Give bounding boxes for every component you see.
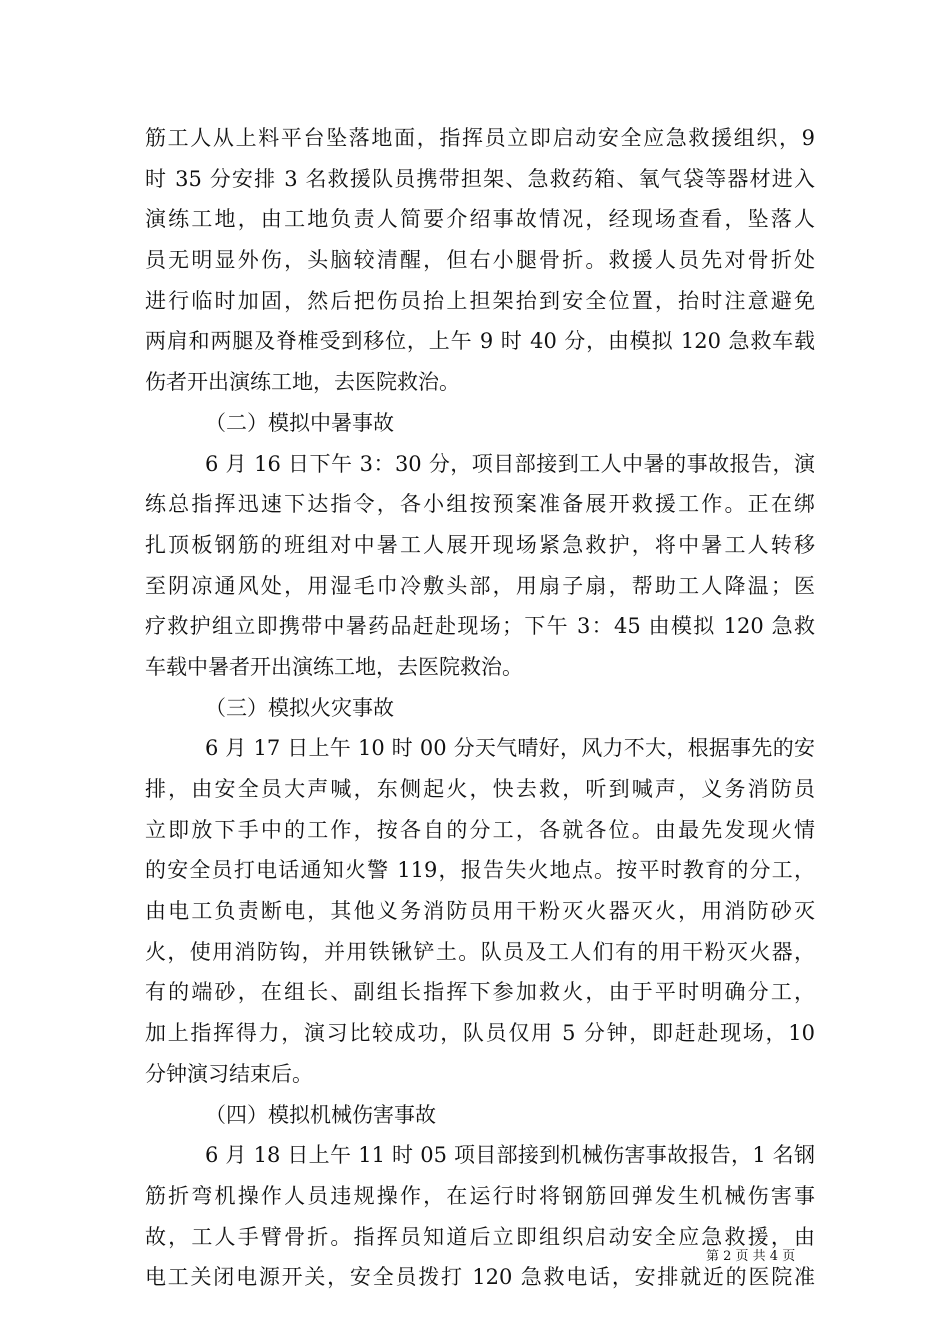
paragraph-line: 至阴凉通风处，用湿毛巾冷敷头部，用扇子扇，帮助工人降温；医 (145, 573, 815, 598)
document-body (145, 118, 815, 1298)
paragraph-line: 立即放下手中的工作，按各自的分工，各就各位。由最先发现火情 (145, 817, 815, 842)
paragraph-line: 故，工人手臂骨折。指挥员知道后立即组织启动安全应急救援，由 (145, 1224, 815, 1249)
paragraph-line: 分钟演习结束后。 (145, 1061, 313, 1086)
page-number-footer: 第 2 页 共 4 页 (706, 1249, 796, 1264)
paragraph-line: 的安全员打电话通知火警 119，报告失火地点。按平时教育的分工， (145, 858, 815, 883)
paragraph-line: 演练工地，由工地负责人简要介绍事故情况，经现场查看，坠落人 (145, 207, 815, 232)
paragraph-line: 有的端砂，在组长、副组长指挥下参加救火，由于平时明确分工， (145, 980, 815, 1005)
paragraph-line: 车载中暑者开出演练工地，去医院救治。 (145, 654, 523, 679)
paragraph-line: 6 月 16 日下午 3：30 分，项目部接到工人中暑的事故报告，演 (205, 451, 815, 476)
paragraph-line: 两肩和两腿及脊椎受到移位，上午 9 时 40 分，由模拟 120 急救车载 (145, 329, 815, 354)
paragraph-line: 6 月 17 日上午 10 时 00 分天气晴好，风力不大，根据事先的安 (205, 736, 815, 761)
paragraph-line: 6 月 18 日上午 11 时 05 项目部接到机械伤害事故报告，1 名钢 (205, 1143, 815, 1168)
paragraph-line: 伤者开出演练工地，去医院救治。 (145, 370, 460, 395)
paragraph-line: 扎顶板钢筋的班组对中暑工人展开现场紧急救护，将中暑工人转移 (145, 532, 815, 557)
paragraph-line: 进行临时加固，然后把伤员抬上担架抬到安全位置，抬时注意避免 (145, 288, 815, 313)
section-heading: （二）模拟中暑事故 (205, 410, 394, 435)
paragraph-line: 筋折弯机操作人员违规操作，在运行时将钢筋回弹发生机械伤害事 (145, 1183, 815, 1208)
paragraph-line: 排，由安全员大声喊，东侧起火，快去救，听到喊声，义务消防员 (145, 777, 815, 801)
paragraph-line: 疗救护组立即携带中暑药品赶赴现场；下午 3：45 由模拟 120 急救 (145, 614, 815, 639)
paragraph-line: 电工关闭电源开关，安全员拨打 120 急救电话，安排就近的医院准 (145, 1265, 815, 1290)
paragraph-line: 由电工负责断电，其他义务消防员用干粉灭火器灭火，用消防砂灭 (145, 899, 815, 924)
paragraph-line: 火，使用消防钩，并用铁锹铲土。队员及工人们有的用干粉灭火器， (145, 939, 815, 964)
paragraph-line: 员无明显外伤，头脑较清醒，但右小腿骨折。救援人员先对骨折处 (145, 248, 815, 273)
paragraph-line: 练总指挥迅速下达指令，各小组按预案准备展开救援工作。正在绑 (145, 492, 815, 517)
section-heading: （三）模拟火灾事故 (205, 695, 394, 720)
paragraph-line: 时 35 分安排 3 名救援队员携带担架、急救药箱、氧气袋等器材进入 (145, 166, 815, 191)
section-heading: （四）模拟机械伤害事故 (205, 1102, 436, 1127)
paragraph-line: 加上指挥得力，演习比较成功，队员仅用 5 分钟，即赶赴现场，10 (145, 1021, 815, 1046)
paragraph-line: 筋工人从上料平台坠落地面，指挥员立即启动安全应急救援组织，9 (145, 126, 815, 150)
